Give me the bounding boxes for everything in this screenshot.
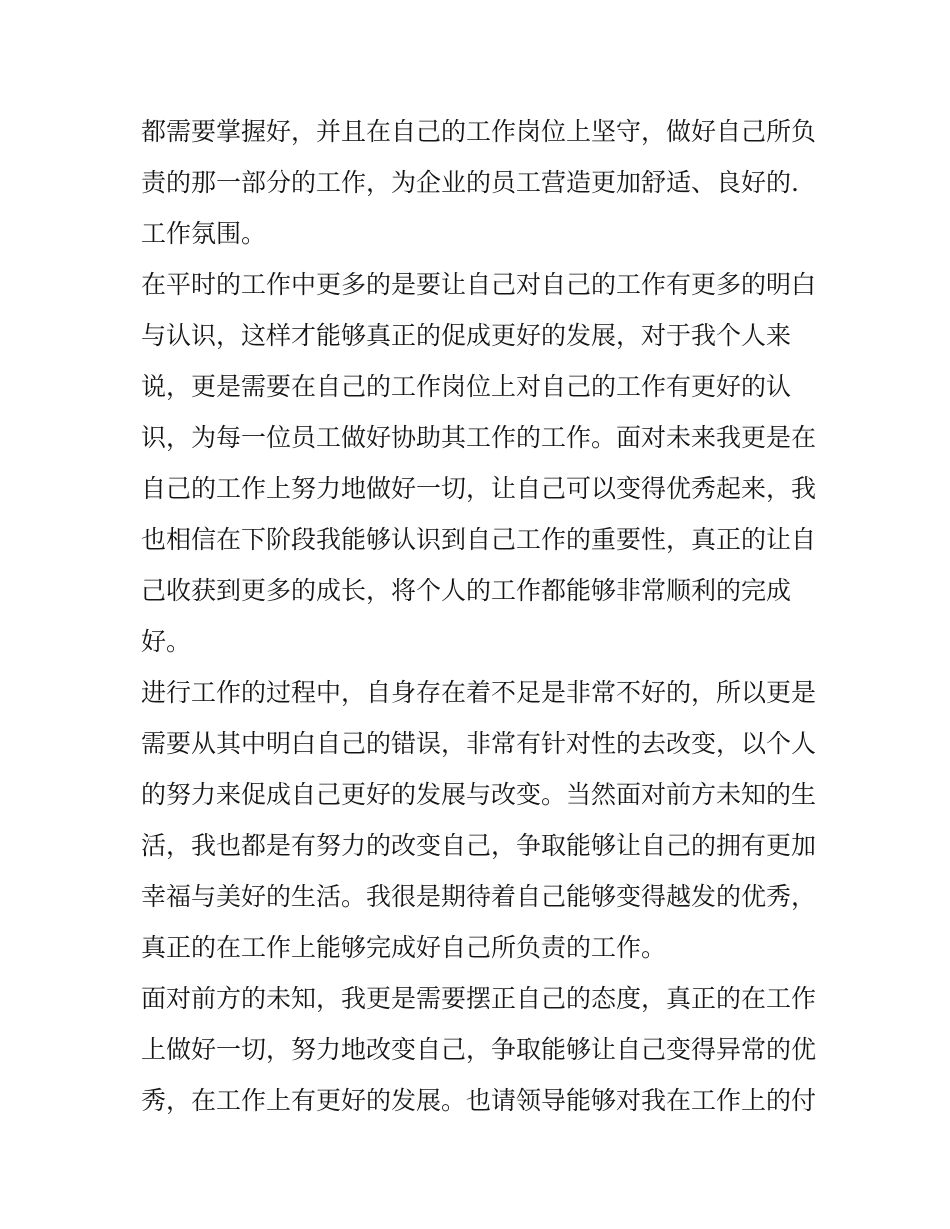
text-line: 与认识，这样才能够真正的促成更好的发展，对于我个人来 [141, 321, 792, 350]
text-line: 好。 [141, 627, 192, 656]
text-line: 责的那一部分的工作，为企业的员工营造更加舒适、良好的. [141, 168, 799, 197]
text-line: 秀，在工作上有更好的发展。也请领导能够对我在工作上的付 [141, 1086, 817, 1115]
document-body [141, 106, 821, 1126]
text-line: 的努力来促成自己更好的发展与改变。当然面对前方未知的生 [141, 780, 817, 809]
paragraph-4 [141, 973, 821, 1126]
text-line: 进行工作的过程中，自身存在着不足是非常不好的，所以更是 [141, 678, 817, 707]
text-line: 活，我也都是有努力的改变自己，争取能够让自己的拥有更加 [141, 831, 817, 860]
text-line: 需要从其中明白自己的错误，非常有针对性的去改变，以个人 [141, 729, 817, 758]
text-line: 己收获到更多的成长，将个人的工作都能够非常顺利的完成 [141, 576, 792, 605]
text-line: 面对前方的未知，我更是需要摆正自己的态度，真正的在工作 [141, 984, 817, 1013]
text-line: 自己的工作上努力地做好一切，让自己可以变得优秀起来，我 [141, 474, 817, 503]
paragraph-2 [141, 259, 821, 667]
text-line: 识，为每一位员工做好协助其工作的工作。面对未来我更是在 [141, 423, 817, 452]
text-line: 在平时的工作中更多的是要让自己对自己的工作有更多的明白 [141, 270, 817, 299]
text-line: 幸福与美好的生活。我很是期待着自己能够变得越发的优秀， [141, 882, 817, 911]
text-line: 上做好一切，努力地改变自己，争取能够让自己变得异常的优 [141, 1035, 817, 1064]
paragraph-1 [141, 106, 821, 259]
text-line: 说，更是需要在自己的工作岗位上对自己的工作有更好的认 [141, 372, 792, 401]
text-line: 都需要掌握好，并且在自己的工作岗位上坚守，做好自己所负 [141, 117, 817, 146]
text-line: 也相信在下阶段我能够认识到自己工作的重要性，真正的让自 [141, 525, 817, 554]
text-line: 真正的在工作上能够完成好自己所负责的工作。 [141, 933, 667, 962]
paragraph-3 [141, 667, 821, 973]
text-line: 工作氛围。 [141, 219, 267, 248]
